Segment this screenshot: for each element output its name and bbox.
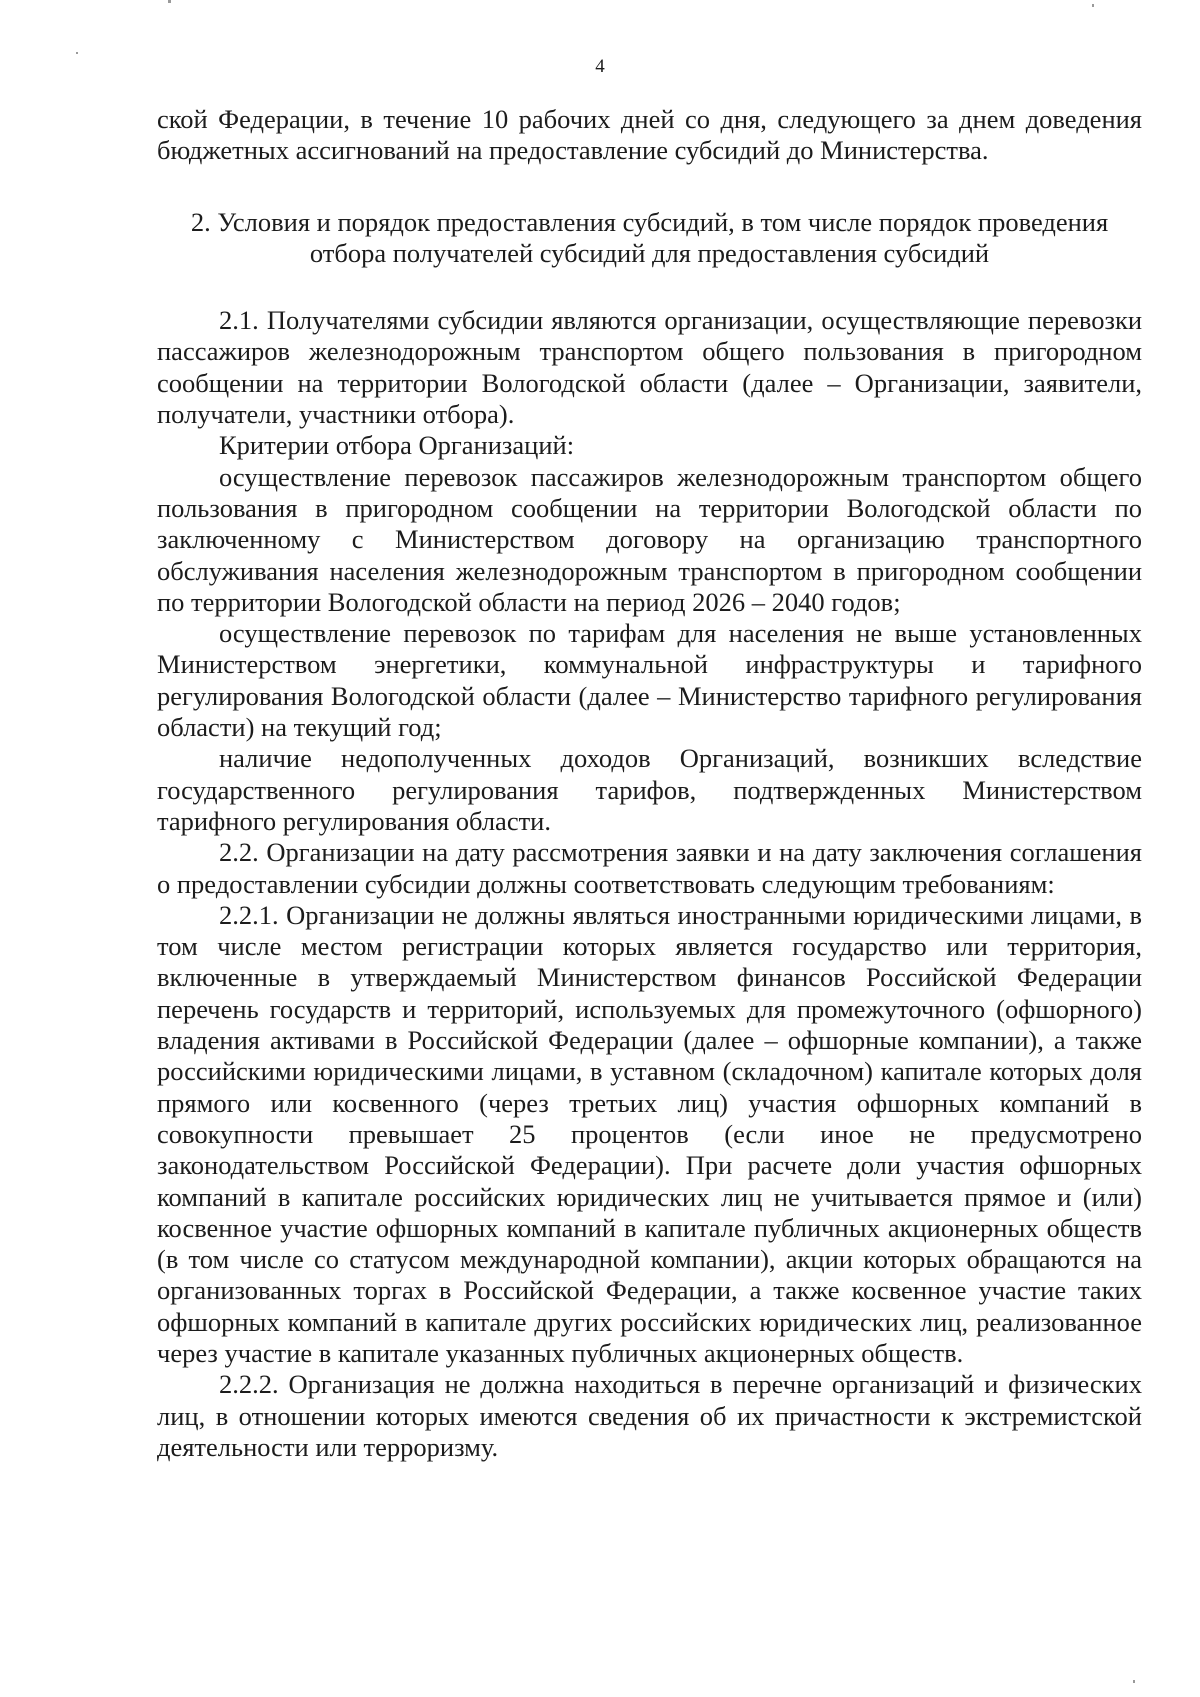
paragraph-2-2-2: 2.2.2. Организация не должна находиться в перечне организаций и физических лиц, в отношении которых имеются сведения об их причастности к экстремистской деятельности или терроризму. bbox=[157, 1369, 1142, 1462]
section-title-line-2: отбора получателей субсидий для предоставления субсидий bbox=[309, 237, 990, 268]
paragraph-criteria-heading: Критерии отбора Организаций: bbox=[219, 430, 575, 461]
scan-mark-left bbox=[76, 52, 78, 54]
document-body bbox=[157, 104, 1142, 1463]
scan-mark-bottom-right bbox=[1133, 1680, 1135, 1683]
page-number: 4 bbox=[595, 56, 605, 77]
paragraph-2-2: 2.2. Организации на дату рассмотрения заявки и на дату заключения соглашения о предоставлении субсидии должны соответствовать следующим требованиям: bbox=[157, 837, 1142, 899]
section-title-line-1: 2. Условия и порядок предоставления субсидий, в том числе порядок проведения bbox=[190, 206, 1109, 237]
section-title bbox=[157, 207, 1142, 270]
paragraph-2-2-1: 2.2.1. Организации не должны являться иностранными юридическими лицами, в том числе местом регистрации которых является государство или территория, включенные в утверждаемый Министерством финансов Российской Федерации перечень государств и территорий, используемых для промежуточного (офшорного) владения активами в Российской Федерации (далее – офшорные компании), а также российскими юридическими лицами, в уставном (складочном) капитале которых доля прямого или косвенного (через третьих лиц) участия офшорных компаний в совокупности превышает 25 процентов (если иное не предусмотрено законодательством Российской Федерации). При расчете доли участия офшорных компаний в капитале российских юридических лиц не учитывается прямое и (или) косвенное участие офшорных компаний в капитале публичных акционерных обществ (в том числе со статусом международной компании), акции которых обращаются на организованных торгах в Российской Федерации, а также косвенное участие таких офшорных компаний в капитале других российских юридических лиц, реализованное через участие в капитале указанных публичных акционерных обществ. bbox=[157, 899, 1142, 1368]
paragraph-criterion-2: осуществление перевозок по тарифам для населения не выше установленных Министерством энергетики, коммунальной инфраструктуры и тарифного регулирования Вологодской области (далее – Министерство тарифного регулирования области) на текущий год; bbox=[157, 618, 1142, 743]
paragraph-criterion-3: наличие недополученных доходов Организаций, возникших вследствие государственного регулирования тарифов, подтвержденных Министерством тарифного регулирования области. bbox=[157, 743, 1142, 836]
paragraph-2-1: 2.1. Получателями субсидии являются организации, осуществляющие перевозки пассажиров железнодорожным транспортом общего пользования в пригородном сообщении на территории Вологодской области (далее – Организации, заявители, получатели, участники отбора). bbox=[157, 305, 1142, 430]
paragraph-criterion-1: осуществление перевозок пассажиров железнодорожным транспортом общего пользования в пригородном сообщении на территории Вологодской области по заключенному с Министерством договору на организацию транспортного обслуживания населения железнодорожным транспортом в пригородном сообщении по территории Вологодской области на период 2026 – 2040 годов; bbox=[157, 461, 1142, 617]
paragraph-continuation: ской Федерации, в течение 10 рабочих дней со дня, следующего за днем доведения бюджетных ассигнований на предоставление субсидий до Министерства. bbox=[157, 104, 1142, 166]
scan-mark-top-right bbox=[1092, 4, 1094, 7]
scan-mark-top-left bbox=[168, 0, 171, 3]
